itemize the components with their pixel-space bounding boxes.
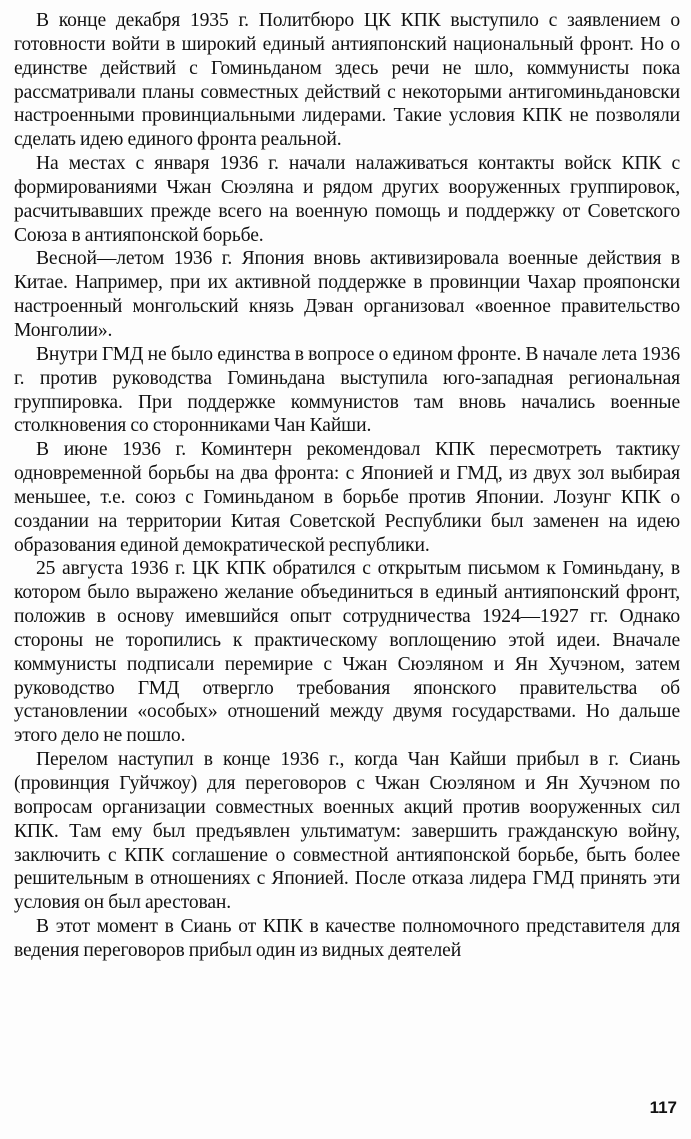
paragraph-7: Перелом наступил в конце 1936 г., когда Чан Кайши прибыл в г. Сиань (провинция Гуйчжоу) для переговоров с Чжан Сюэляном и Ян Хучэном по вопросам организации совместных военных акций против вооруженных сил КПК. Там ему был предъявлен ультиматум: завершить гражданскую войну, заключить с КПК соглашение о совместной антияпонской борьбе, быть более решительным в отношениях с Японией. После отказа лидера ГМД принять эти условия он был арестован. (14, 749, 680, 914)
body-text (14, 9, 680, 963)
page-number: 117 (649, 1098, 677, 1117)
paragraph-6: 25 августа 1936 г. ЦК КПК обратился с открытым письмом к Гоминьдану, в котором было выражено желание объединиться в единый антияпонский фронт, положив в основу имевшийся опыт сотрудничества 1924—1927 гг. Однако стороны не торопились к практическому воплощению этой идеи. Вначале коммунисты подписали перемирие с Чжан Сюэляном и Ян Хучэном, затем руководство ГМД отвергло требования японского правительства об установлении «особых» отношений между двумя государствами. Но дальше этого дело не пошло. (14, 558, 680, 747)
paragraph-5: В июне 1936 г. Коминтерн рекомендовал КПК пересмотреть тактику одновременной борьбы на два фронта: с Японией и ГМД, из двух зол выбирая меньшее, т.е. союз с Гоминьданом в борьбе против Японии. Лозунг КПК о создании на территории Китая Советской Республики был заменен на идею образования единой демократической республики. (14, 439, 680, 556)
paragraph-3: Весной—летом 1936 г. Япония вновь активизировала военные действия в Китае. Например, при их активной поддержке в провинции Чахар прояпонски настроенный монгольский князь Дэван организовал «военное правительство Монголии». (14, 248, 680, 341)
paragraph-8: В этот момент в Сиань от КПК в качестве полномочного представителя для ведения переговоров прибыл один из видных деятелей (14, 916, 680, 961)
paragraph-2: На местах с января 1936 г. начали налаживаться контакты войск КПК с формированиями Чжан Сюэляна и рядом других вооруженных группировок, расчитывавших прежде всего на военную помощь и поддержку от Советского Союза в антияпонской борьбе. (14, 153, 680, 246)
paragraph-4: Внутри ГМД не было единства в вопросе о едином фронте. В начале лета 1936 г. против руководства Гоминьдана выступила юго-западная региональная группировка. При поддержке коммунистов там вновь начались военные столкновения со сторонниками Чан Кайши. (14, 343, 680, 437)
paragraph-1: В конце декабря 1935 г. Политбюро ЦК КПК выступило с заявлением о готовности войти в широкий единый антияпонский национальный фронт. Но о единстве действий с Гоминьданом здесь речи не шло, коммунисты пока рассматривали планы совместных действий с некоторыми антигоминьдановски настроенными провинциальными лидерами. Такие условия КПК не позволяли сделать идею единого фронта реальной. (14, 10, 680, 151)
